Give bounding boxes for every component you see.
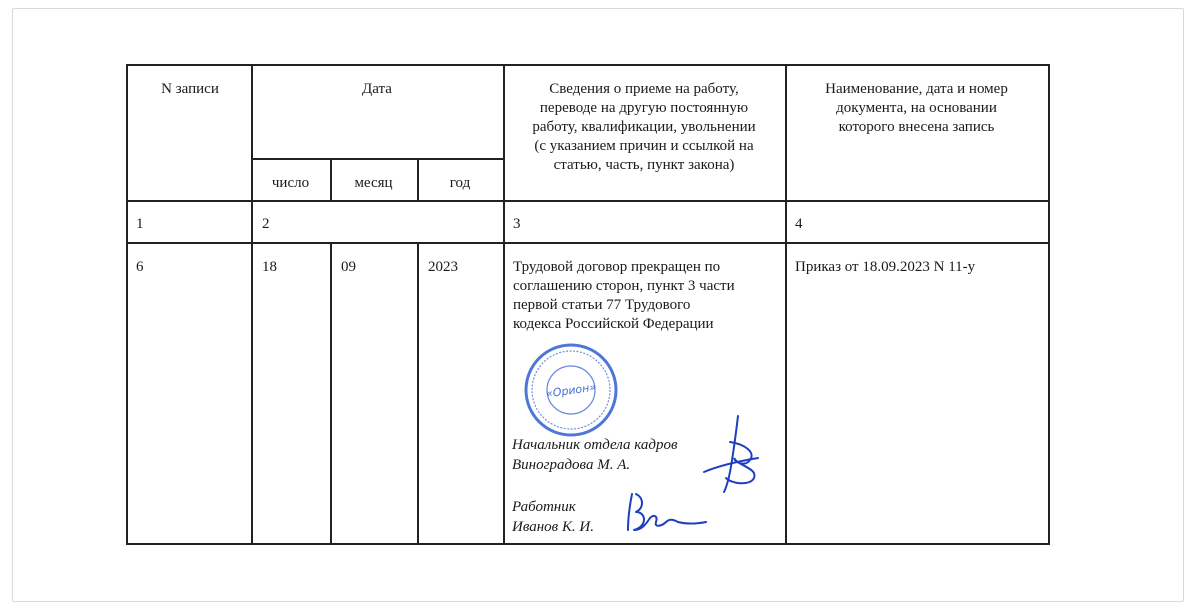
record-info-line: кодекса Российской Федерации: [513, 316, 714, 332]
header-info-line: переводе на другую постоянную: [539, 100, 749, 116]
header-month: месяц: [354, 175, 393, 191]
grid-line: [251, 66, 253, 543]
header-info-line: работу, квалификации, увольнении: [532, 119, 756, 135]
record-info-line: первой статьи 77 Трудового: [513, 297, 691, 313]
grid-line: [330, 242, 332, 543]
record-info-line: Трудовой договор прекращен по: [513, 259, 721, 275]
header-day: число: [271, 175, 310, 191]
record-info-line: соглашению сторон, пункт 3 части: [513, 278, 735, 294]
employee-title: Работник: [512, 499, 576, 515]
record-year: 2023: [428, 259, 458, 275]
employee-signature: [622, 490, 712, 538]
company-stamp: [522, 341, 620, 439]
header-info-line: Сведения о приеме на работу,: [549, 81, 739, 97]
grid-line: [785, 66, 787, 543]
record-document: Приказ от 18.09.2023 N 11-у: [795, 259, 976, 275]
grid-line: [128, 200, 1048, 202]
record-number: 6: [136, 259, 144, 275]
header-year: год: [449, 175, 471, 191]
hr-title: Начальник отдела кадров: [512, 437, 678, 453]
column-number: 2: [262, 216, 270, 232]
stamp-text: «Орион»: [545, 380, 597, 401]
column-number: 4: [795, 216, 803, 232]
hr-signature: [700, 412, 762, 494]
grid-line: [128, 242, 1048, 244]
record-day: 18: [262, 259, 277, 275]
column-number: 1: [136, 216, 144, 232]
employee-name: Иванов К. И.: [512, 519, 594, 535]
header-info-line: (с указанием причин и ссылкой на: [534, 138, 754, 154]
record-month: 09: [341, 259, 356, 275]
header-document-line: Наименование, дата и номер: [825, 81, 1008, 97]
hr-name: Виноградова М. А.: [512, 457, 631, 473]
header-record-number: N записи: [161, 81, 219, 97]
header-document-line: документа, на основании: [836, 100, 997, 116]
grid-line: [417, 242, 419, 543]
grid-line: [251, 158, 505, 160]
header-document-line: которого внесена запись: [838, 119, 995, 135]
header-date: Дата: [362, 81, 392, 97]
header-info-line: статью, часть, пункт закона): [553, 157, 735, 173]
column-number: 3: [513, 216, 521, 232]
